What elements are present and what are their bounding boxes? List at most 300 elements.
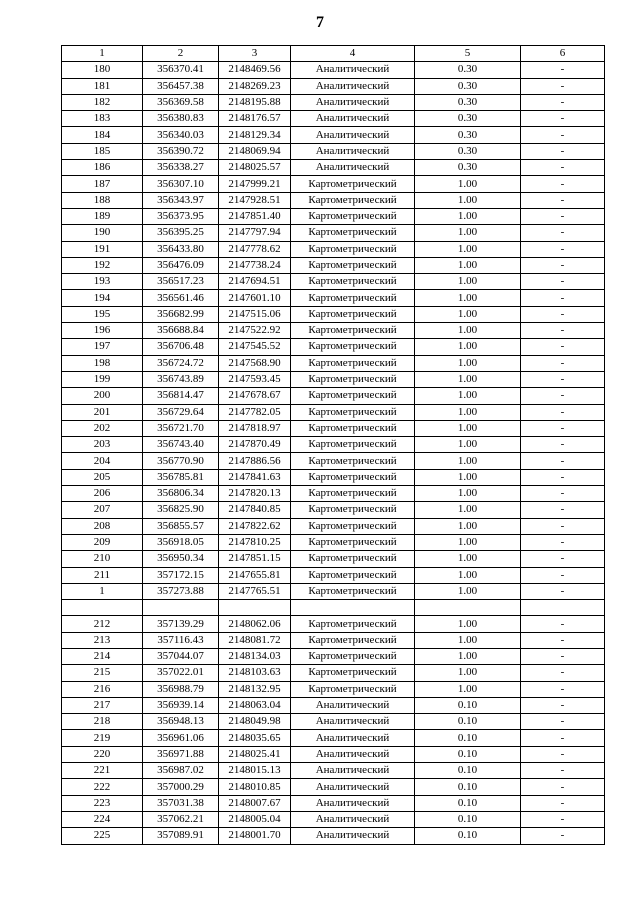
table-row <box>62 583 605 599</box>
point-number-cell: 186 <box>62 160 143 176</box>
note-cell: - <box>521 290 605 306</box>
point-number-cell: 217 <box>62 697 143 713</box>
table-row <box>62 192 605 208</box>
method-cell: Аналитический <box>291 730 415 746</box>
method-cell: Картометрический <box>291 306 415 322</box>
x-coordinate-cell: 357139.29 <box>143 616 219 632</box>
accuracy-cell: 1.00 <box>415 567 521 583</box>
column-header: 5 <box>415 46 521 62</box>
y-coordinate-cell: 2147797.94 <box>219 225 291 241</box>
y-coordinate-cell: 2147765.51 <box>219 583 291 599</box>
point-number-cell: 192 <box>62 257 143 273</box>
point-number-cell: 209 <box>62 534 143 550</box>
x-coordinate-cell: 356743.40 <box>143 437 219 453</box>
x-coordinate-cell: 356517.23 <box>143 274 219 290</box>
x-coordinate-cell: 357273.88 <box>143 583 219 599</box>
table-body <box>62 62 605 844</box>
x-coordinate-cell: 357000.29 <box>143 779 219 795</box>
note-cell: - <box>521 241 605 257</box>
table-row <box>62 78 605 94</box>
table-row <box>62 111 605 127</box>
table-row <box>62 502 605 518</box>
table-row <box>62 828 605 844</box>
accuracy-cell: 1.00 <box>415 648 521 664</box>
table-row <box>62 127 605 143</box>
x-coordinate-cell: 356814.47 <box>143 388 219 404</box>
x-coordinate-cell: 356855.57 <box>143 518 219 534</box>
table-row <box>62 323 605 339</box>
accuracy-cell: 0.10 <box>415 746 521 762</box>
method-cell <box>291 600 415 616</box>
x-coordinate-cell: 356307.10 <box>143 176 219 192</box>
method-cell: Картометрический <box>291 616 415 632</box>
y-coordinate-cell: 2147841.63 <box>219 469 291 485</box>
method-cell: Аналитический <box>291 62 415 78</box>
note-cell: - <box>521 616 605 632</box>
point-number-cell: 224 <box>62 811 143 827</box>
point-number-cell: 207 <box>62 502 143 518</box>
method-cell: Картометрический <box>291 648 415 664</box>
point-number-cell: 199 <box>62 371 143 387</box>
method-cell: Картометрический <box>291 486 415 502</box>
point-number-cell: 218 <box>62 714 143 730</box>
table-row <box>62 551 605 567</box>
accuracy-cell: 1.00 <box>415 306 521 322</box>
table-row <box>62 697 605 713</box>
y-coordinate-cell: 2147840.85 <box>219 502 291 518</box>
point-number-cell: 189 <box>62 208 143 224</box>
note-cell: - <box>521 453 605 469</box>
accuracy-cell: 1.00 <box>415 176 521 192</box>
note-cell: - <box>521 763 605 779</box>
point-number-cell: 205 <box>62 469 143 485</box>
x-coordinate-cell: 356988.79 <box>143 681 219 697</box>
note-cell: - <box>521 225 605 241</box>
note-cell: - <box>521 583 605 599</box>
note-cell: - <box>521 486 605 502</box>
accuracy-cell: 1.00 <box>415 192 521 208</box>
y-coordinate-cell: 2147782.05 <box>219 404 291 420</box>
y-coordinate-cell: 2147655.81 <box>219 567 291 583</box>
method-cell: Картометрический <box>291 290 415 306</box>
method-cell: Картометрический <box>291 274 415 290</box>
method-cell: Картометрический <box>291 257 415 273</box>
y-coordinate-cell: 2148049.98 <box>219 714 291 730</box>
note-cell: - <box>521 567 605 583</box>
x-coordinate-cell: 356373.95 <box>143 208 219 224</box>
method-cell: Картометрический <box>291 665 415 681</box>
accuracy-cell: 0.10 <box>415 779 521 795</box>
y-coordinate-cell: 2148469.56 <box>219 62 291 78</box>
method-cell: Картометрический <box>291 534 415 550</box>
point-number-cell: 216 <box>62 681 143 697</box>
note-cell: - <box>521 94 605 110</box>
note-cell: - <box>521 371 605 387</box>
table-row <box>62 681 605 697</box>
method-cell: Картометрический <box>291 469 415 485</box>
method-cell: Картометрический <box>291 388 415 404</box>
accuracy-cell: 0.30 <box>415 94 521 110</box>
note-cell: - <box>521 697 605 713</box>
table-row <box>62 339 605 355</box>
method-cell: Аналитический <box>291 714 415 730</box>
y-coordinate-cell: 2147886.56 <box>219 453 291 469</box>
note-cell: - <box>521 388 605 404</box>
x-coordinate-cell: 356939.14 <box>143 697 219 713</box>
x-coordinate-cell: 356338.27 <box>143 160 219 176</box>
note-cell: - <box>521 355 605 371</box>
note-cell: - <box>521 779 605 795</box>
table-row <box>62 567 605 583</box>
point-number-cell: 213 <box>62 632 143 648</box>
note-cell: - <box>521 795 605 811</box>
accuracy-cell: 1.00 <box>415 355 521 371</box>
x-coordinate-cell: 356370.41 <box>143 62 219 78</box>
y-coordinate-cell <box>219 600 291 616</box>
table-row <box>62 632 605 648</box>
table-row <box>62 143 605 159</box>
y-coordinate-cell: 2148025.57 <box>219 160 291 176</box>
point-number-cell: 193 <box>62 274 143 290</box>
point-number-cell: 204 <box>62 453 143 469</box>
note-cell: - <box>521 160 605 176</box>
x-coordinate-cell: 356476.09 <box>143 257 219 273</box>
note-cell: - <box>521 502 605 518</box>
note-cell: - <box>521 746 605 762</box>
point-number-cell: 182 <box>62 94 143 110</box>
coordinates-table <box>61 45 605 845</box>
note-cell: - <box>521 176 605 192</box>
y-coordinate-cell: 2148015.13 <box>219 763 291 779</box>
x-coordinate-cell: 356987.02 <box>143 763 219 779</box>
method-cell: Аналитический <box>291 78 415 94</box>
table-row <box>62 208 605 224</box>
method-cell: Картометрический <box>291 551 415 567</box>
x-coordinate-cell: 357116.43 <box>143 632 219 648</box>
accuracy-cell: 1.00 <box>415 632 521 648</box>
method-cell: Картометрический <box>291 437 415 453</box>
table-row <box>62 453 605 469</box>
column-header: 1 <box>62 46 143 62</box>
accuracy-cell: 1.00 <box>415 290 521 306</box>
point-number-cell: 203 <box>62 437 143 453</box>
table-row <box>62 469 605 485</box>
point-number-cell: 195 <box>62 306 143 322</box>
table-row <box>62 665 605 681</box>
method-cell: Картометрический <box>291 208 415 224</box>
accuracy-cell: 1.00 <box>415 241 521 257</box>
accuracy-cell: 1.00 <box>415 665 521 681</box>
x-coordinate-cell: 356369.58 <box>143 94 219 110</box>
x-coordinate-cell: 356390.72 <box>143 143 219 159</box>
method-cell: Картометрический <box>291 518 415 534</box>
note-cell: - <box>521 143 605 159</box>
y-coordinate-cell: 2147522.92 <box>219 323 291 339</box>
note-cell: - <box>521 681 605 697</box>
accuracy-cell: 1.00 <box>415 225 521 241</box>
y-coordinate-cell: 2147810.25 <box>219 534 291 550</box>
accuracy-cell: 0.30 <box>415 78 521 94</box>
note-cell: - <box>521 274 605 290</box>
table-row <box>62 600 605 616</box>
accuracy-cell: 0.30 <box>415 111 521 127</box>
table-row <box>62 274 605 290</box>
accuracy-cell: 1.00 <box>415 551 521 567</box>
point-number-cell: 181 <box>62 78 143 94</box>
note-cell: - <box>521 339 605 355</box>
table-row <box>62 779 605 795</box>
accuracy-cell: 1.00 <box>415 388 521 404</box>
method-cell: Картометрический <box>291 192 415 208</box>
point-number-cell: 225 <box>62 828 143 844</box>
accuracy-cell: 0.30 <box>415 62 521 78</box>
y-coordinate-cell: 2147545.52 <box>219 339 291 355</box>
accuracy-cell: 0.10 <box>415 828 521 844</box>
x-coordinate-cell: 356971.88 <box>143 746 219 762</box>
point-number-cell: 188 <box>62 192 143 208</box>
point-number-cell: 212 <box>62 616 143 632</box>
note-cell: - <box>521 127 605 143</box>
x-coordinate-cell: 356343.97 <box>143 192 219 208</box>
y-coordinate-cell: 2147820.13 <box>219 486 291 502</box>
note-cell <box>521 600 605 616</box>
method-cell: Картометрический <box>291 176 415 192</box>
method-cell: Аналитический <box>291 94 415 110</box>
accuracy-cell: 1.00 <box>415 437 521 453</box>
point-number-cell: 180 <box>62 62 143 78</box>
y-coordinate-cell: 2147822.62 <box>219 518 291 534</box>
note-cell: - <box>521 632 605 648</box>
method-cell: Картометрический <box>291 453 415 469</box>
table-row <box>62 437 605 453</box>
note-cell: - <box>521 192 605 208</box>
y-coordinate-cell: 2148132.95 <box>219 681 291 697</box>
x-coordinate-cell: 356950.34 <box>143 551 219 567</box>
point-number-cell: 208 <box>62 518 143 534</box>
y-coordinate-cell: 2147601.10 <box>219 290 291 306</box>
note-cell: - <box>521 62 605 78</box>
column-header: 2 <box>143 46 219 62</box>
y-coordinate-cell: 2148081.72 <box>219 632 291 648</box>
y-coordinate-cell: 2148005.04 <box>219 811 291 827</box>
method-cell: Картометрический <box>291 339 415 355</box>
method-cell: Аналитический <box>291 111 415 127</box>
x-coordinate-cell: 356743.89 <box>143 371 219 387</box>
accuracy-cell: 1.00 <box>415 681 521 697</box>
y-coordinate-cell: 2147568.90 <box>219 355 291 371</box>
point-number-cell: 214 <box>62 648 143 664</box>
accuracy-cell: 1.00 <box>415 486 521 502</box>
table-row <box>62 763 605 779</box>
x-coordinate-cell: 356724.72 <box>143 355 219 371</box>
method-cell: Картометрический <box>291 583 415 599</box>
note-cell: - <box>521 306 605 322</box>
table-row <box>62 371 605 387</box>
x-coordinate-cell: 356340.03 <box>143 127 219 143</box>
note-cell: - <box>521 534 605 550</box>
method-cell: Аналитический <box>291 828 415 844</box>
y-coordinate-cell: 2147818.97 <box>219 420 291 436</box>
accuracy-cell: 1.00 <box>415 534 521 550</box>
table-row <box>62 486 605 502</box>
accuracy-cell: 0.30 <box>415 160 521 176</box>
y-coordinate-cell: 2148195.88 <box>219 94 291 110</box>
table-row <box>62 306 605 322</box>
table-row <box>62 616 605 632</box>
x-coordinate-cell: 356706.48 <box>143 339 219 355</box>
y-coordinate-cell: 2147851.40 <box>219 208 291 224</box>
x-coordinate-cell: 356948.13 <box>143 714 219 730</box>
table-row <box>62 518 605 534</box>
x-coordinate-cell: 357031.38 <box>143 795 219 811</box>
accuracy-cell: 1.00 <box>415 469 521 485</box>
column-header: 3 <box>219 46 291 62</box>
note-cell: - <box>521 437 605 453</box>
table-row <box>62 714 605 730</box>
point-number-cell: 211 <box>62 567 143 583</box>
note-cell: - <box>521 78 605 94</box>
y-coordinate-cell: 2148035.65 <box>219 730 291 746</box>
note-cell: - <box>521 323 605 339</box>
note-cell: - <box>521 811 605 827</box>
table-row <box>62 290 605 306</box>
note-cell: - <box>521 257 605 273</box>
table-row <box>62 811 605 827</box>
point-number-cell: 185 <box>62 143 143 159</box>
table-row <box>62 746 605 762</box>
y-coordinate-cell: 2147738.24 <box>219 257 291 273</box>
point-number-cell: 206 <box>62 486 143 502</box>
table-row <box>62 355 605 371</box>
x-coordinate-cell: 357044.07 <box>143 648 219 664</box>
y-coordinate-cell: 2147928.51 <box>219 192 291 208</box>
note-cell: - <box>521 111 605 127</box>
y-coordinate-cell: 2148269.23 <box>219 78 291 94</box>
y-coordinate-cell: 2148025.41 <box>219 746 291 762</box>
point-number-cell: 190 <box>62 225 143 241</box>
method-cell: Картометрический <box>291 404 415 420</box>
x-coordinate-cell: 357089.91 <box>143 828 219 844</box>
point-number-cell <box>62 600 143 616</box>
point-number-cell: 1 <box>62 583 143 599</box>
accuracy-cell: 1.00 <box>415 323 521 339</box>
note-cell: - <box>521 420 605 436</box>
note-cell: - <box>521 518 605 534</box>
note-cell: - <box>521 208 605 224</box>
x-coordinate-cell: 357022.01 <box>143 665 219 681</box>
y-coordinate-cell: 2147515.06 <box>219 306 291 322</box>
x-coordinate-cell: 356688.84 <box>143 323 219 339</box>
y-coordinate-cell: 2148176.57 <box>219 111 291 127</box>
x-coordinate-cell: 356961.06 <box>143 730 219 746</box>
x-coordinate-cell: 356721.70 <box>143 420 219 436</box>
method-cell: Картометрический <box>291 681 415 697</box>
y-coordinate-cell: 2148010.85 <box>219 779 291 795</box>
x-coordinate-cell: 356770.90 <box>143 453 219 469</box>
y-coordinate-cell: 2148103.63 <box>219 665 291 681</box>
point-number-cell: 220 <box>62 746 143 762</box>
y-coordinate-cell: 2148129.34 <box>219 127 291 143</box>
point-number-cell: 187 <box>62 176 143 192</box>
accuracy-cell: 0.10 <box>415 795 521 811</box>
accuracy-cell: 0.10 <box>415 811 521 827</box>
method-cell: Картометрический <box>291 502 415 518</box>
x-coordinate-cell: 357062.21 <box>143 811 219 827</box>
y-coordinate-cell: 2148062.06 <box>219 616 291 632</box>
method-cell: Аналитический <box>291 779 415 795</box>
accuracy-cell: 0.10 <box>415 697 521 713</box>
accuracy-cell: 0.30 <box>415 143 521 159</box>
y-coordinate-cell: 2147999.21 <box>219 176 291 192</box>
method-cell: Картометрический <box>291 355 415 371</box>
table-row <box>62 648 605 664</box>
y-coordinate-cell: 2148001.70 <box>219 828 291 844</box>
point-number-cell: 194 <box>62 290 143 306</box>
method-cell: Картометрический <box>291 225 415 241</box>
y-coordinate-cell: 2147870.49 <box>219 437 291 453</box>
table-row <box>62 225 605 241</box>
method-cell: Картометрический <box>291 420 415 436</box>
y-coordinate-cell: 2147678.67 <box>219 388 291 404</box>
note-cell: - <box>521 665 605 681</box>
method-cell: Картометрический <box>291 567 415 583</box>
accuracy-cell: 0.10 <box>415 714 521 730</box>
table-row <box>62 388 605 404</box>
method-cell: Аналитический <box>291 811 415 827</box>
point-number-cell: 210 <box>62 551 143 567</box>
point-number-cell: 222 <box>62 779 143 795</box>
column-header: 6 <box>521 46 605 62</box>
note-cell: - <box>521 828 605 844</box>
method-cell: Аналитический <box>291 143 415 159</box>
table-header-row <box>62 46 605 62</box>
method-cell: Картометрический <box>291 632 415 648</box>
x-coordinate-cell: 356561.46 <box>143 290 219 306</box>
method-cell: Картометрический <box>291 371 415 387</box>
accuracy-cell: 1.00 <box>415 420 521 436</box>
note-cell: - <box>521 469 605 485</box>
accuracy-cell: 1.00 <box>415 371 521 387</box>
x-coordinate-cell: 356729.64 <box>143 404 219 420</box>
accuracy-cell: 1.00 <box>415 518 521 534</box>
table-row <box>62 241 605 257</box>
accuracy-cell: 0.30 <box>415 127 521 143</box>
method-cell: Аналитический <box>291 160 415 176</box>
point-number-cell: 183 <box>62 111 143 127</box>
table-row <box>62 404 605 420</box>
x-coordinate-cell: 356682.99 <box>143 306 219 322</box>
point-number-cell: 223 <box>62 795 143 811</box>
point-number-cell: 200 <box>62 388 143 404</box>
x-coordinate-cell: 356825.90 <box>143 502 219 518</box>
x-coordinate-cell: 356457.38 <box>143 78 219 94</box>
note-cell: - <box>521 730 605 746</box>
column-header: 4 <box>291 46 415 62</box>
x-coordinate-cell: 356395.25 <box>143 225 219 241</box>
table-row <box>62 730 605 746</box>
method-cell: Аналитический <box>291 795 415 811</box>
x-coordinate-cell: 356380.83 <box>143 111 219 127</box>
table-row <box>62 94 605 110</box>
x-coordinate-cell: 357172.15 <box>143 567 219 583</box>
method-cell: Аналитический <box>291 763 415 779</box>
accuracy-cell: 0.10 <box>415 730 521 746</box>
y-coordinate-cell: 2147778.62 <box>219 241 291 257</box>
accuracy-cell: 1.00 <box>415 404 521 420</box>
y-coordinate-cell: 2148069.94 <box>219 143 291 159</box>
x-coordinate-cell: 356433.80 <box>143 241 219 257</box>
accuracy-cell: 1.00 <box>415 583 521 599</box>
